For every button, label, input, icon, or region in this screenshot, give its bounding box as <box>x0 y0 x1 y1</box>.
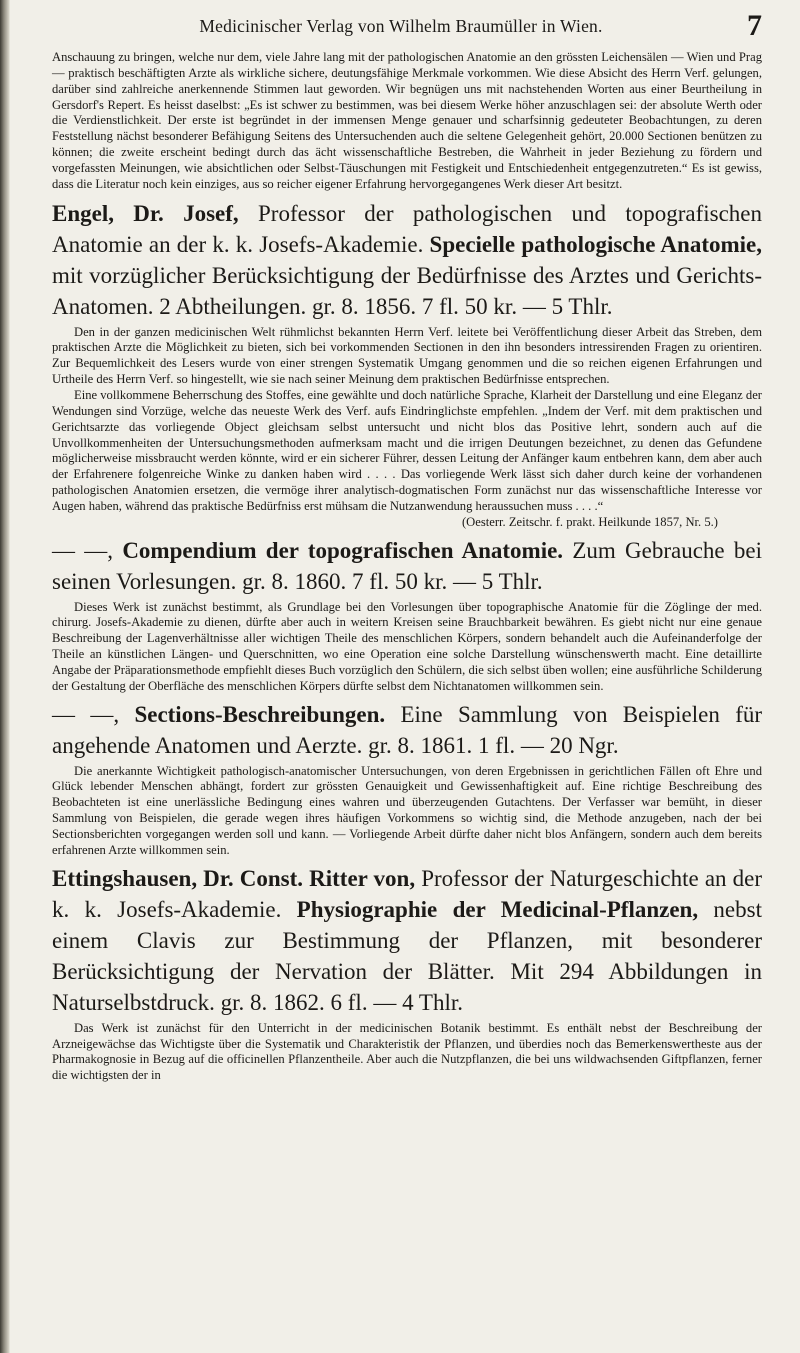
catalog-entry <box>52 198 762 531</box>
entry-heading <box>52 535 762 597</box>
entry-description: Eine vollkommene Beherrschung des Stoffes, eine gewählte und doch natürliche Sprache, Klarheit der Darstellung und eine Eleganz der Wendungen sind Vorzüge, welche das neueste Werk des Verf. aufs Eindringlichste empfehlen. „Indem der Verf. mit dem praktischen und Gerichtsarzte das vorliegende Object gleichsam selbst untersucht und nicht blos das Positive lehrt, sondern auch auf die Unvollkommenheiten der Untersuchungsmethoden aufmerksam macht und die irrigen Deutungen bezeichnet, zu denen das Gefundene möglicherweise missbraucht werden könnte, wird er ein sicherer Führer, dessen Leitung der Anfänger kaum entbehren kann, dem aber auch der Erfahrenere folgenreiche Winke zu danken haben wird . . . . Das vorliegende Werk lässt sich daher durch keine der vorhandenen pathologischen Anatomien ersetzen, die vermöge ihrer analytisch-dogmatischen Form zunächst nur das wissenschaftliche Interesse vor Augen haben, während das praktische Bedürfniss erst mühsam die Nutzanwendung heraussuchen muss . . . .“ <box>52 387 762 513</box>
entry-title: Specielle pathologische Anatomie, <box>429 231 762 257</box>
running-head: Medicinischer Verlag von Wilhelm Braumüller in Wien. <box>199 16 603 36</box>
entry-author: Engel, Dr. Josef, <box>52 200 239 226</box>
entry-heading <box>52 198 762 322</box>
entry-heading <box>52 699 762 761</box>
entry-heading <box>52 863 762 1018</box>
entry-details: nebst einem Clavis zur Bestimmung der Pflanzen, mit besonderer Berücksichtigung der Nervation der Blätter. Mit 294 Abbildungen in Naturselbstdruck. gr. 8. 1862. 6 fl. — 4 Thlr. <box>52 896 762 1015</box>
page-header <box>40 11 762 45</box>
entry-author: — —, <box>52 701 120 727</box>
entry-title-prefix <box>119 702 134 727</box>
intro-paragraph: Anschauung zu bringen, welche nur dem, viele Jahre lang mit der pathologischen Anatomie an den grössten Leichensälen — Wien und Prag — praktisch beschäftigten Arzte als wirkliche sichere, deutungsfähige Merkmale vorkommen. Wie diese Absicht des Herrn Verf. gelungen, darüber sind zahlreiche anerkennende Stimmen laut geworden. Wir begnügen uns mit nachstehenden Worten aus einer Beurtheilung in Gersdorf's Repert. Es heisst daselbst: „Es ist schwer zu bestimmen, was bei diesem Werke höher anzuschlagen sei: der absolute Werth oder die Verdienstlichkeit. Der erste ist begründet in der immensen Menge genauer und scharfsinnig gedeuteter Beobachtungen, zu deren Feststellung nächst besonderer Befähigung Seitens des Untersuchenden auch die seltene Gelegenheit gehört, 20.000 Sectionen benützen zu können; die zweite erscheint bedingt durch das ächt wissenschaftliche Bestreben, die Wahrheit in jeder Beziehung zu fördern und vorgefassten Meinungen, wie absichtlichen oder Selbst-Täuschungen mit Festigkeit und Entschiedenheit entgegenzutreten.“ Es ist gewiss, dass die Literatur noch kein einziges, aus so reicher eigener Erfahrung hervorgegangenes Werk dieser Art besitzt. <box>52 50 762 191</box>
entry-description: Das Werk ist zunächst für den Unterricht in der medicinischen Botanik bestimmt. Es enthält nebst der Beschreibung der Arzneigewächse das Wichtigste über die Systematik und Charakteristik der Pflanzen, und überdies noch das Bemerkenswertheste aus der Pharmakognosie in Bezug auf die officinellen Pflanzentheile. Aber auch die Nutzpflanzen, die bei uns wildwachsenden Giftpflanzen, ferner die wichtigsten der in <box>52 1020 762 1083</box>
catalog-entry <box>52 863 762 1084</box>
entry-title-prefix: Professor der pathologischen und topografischen Anatomie an der k. k. Josefs-Akademie. <box>52 200 762 257</box>
entry-details: mit vorzüglicher Berücksichtigung der Bedürfnisse des Arztes und Gerichts-Anatomen. 2 Abtheilungen. gr. 8. 1856. 7 fl. 50 kr. — 5 Thlr. <box>52 262 762 319</box>
page-content <box>52 50 762 1084</box>
entry-title: Sections-Beschreibungen. <box>134 701 386 727</box>
entry-citation: (Oesterr. Zeitschr. f. prakt. Heilkunde 1857, Nr. 5.) <box>461 514 718 529</box>
entry-title: Physiographie der Medicinal-Pflanzen, <box>296 896 699 922</box>
entry-title-prefix <box>113 538 122 563</box>
catalog-entry <box>52 699 762 859</box>
catalog-entry <box>52 535 762 695</box>
entry-description: Den in der ganzen medicinischen Welt rühmlichst bekannten Herrn Verf. leitete bei Veröffentlichung dieser Arbeit das Streben, dem praktischen Arzte die Möglichkeit zu bieten, sich bei vorkommenden Sectionen in den ihn besonders intressirenden Fragen zu orientiren. Zur Bequemlichkeit des Lesers wurde von einer strengen Systematik Umgang genommen und die so reichen eigenen Erfahrungen und Urtheile des Herrn Verf. so hingestellt, wie sie nach seiner Meinung dem praktischen Bedürfnisse entsprechen. <box>52 324 762 387</box>
entry-author: — —, <box>52 537 114 563</box>
entry-title: Compendium der topografischen Anatomie. <box>122 537 564 563</box>
entry-author: Ettingshausen, Dr. Const. Ritter von, <box>52 865 416 891</box>
entry-title-prefix: Professor der Naturgeschichte an der k. k. Josefs-Akademie. <box>52 865 763 922</box>
entry-description: Dieses Werk ist zunächst bestimmt, als Grundlage bei den Vorlesungen über topographische Anatomie für die Zöglinge der med. chirurg. Josefs-Akademie zu dienen, dürfte aber auch in weitern Kreisen seine Brauchbarkeit bewähren. Es giebt nicht nur eine genaue Beschreibung der Lagenverhältnisse aller wichtigen Theile des menschlichen Körpers, sondern behandelt auch die Aufeinanderfolge der Theile an künstlichen Längen- und Querschnitten, wo eine Operation eine solche Darstellung wünschenswerth macht. Eine detaillirte Angabe der Präparationsmethode empfiehlt dieses Buch vorzüglich den Schülern, die sich selbst üben wollen; eine ausführliche Schilderung der Gestaltung der Oberfläche des menschlichen Körpers dürfte selbst dem Nichtanatomen willkommen sein. <box>52 599 762 693</box>
entry-details: Zum Gebrauche bei seinen Vorlesungen. gr. 8. 1860. 7 fl. 50 kr. — 5 Thlr. <box>52 537 763 594</box>
entry-details: Eine Sammlung von Beispielen für angehende Anatomen und Aerzte. gr. 8. 1861. 1 fl. — 20 Ngr. <box>52 701 763 758</box>
page-binding-edge <box>0 0 10 1353</box>
entry-description: Die anerkannte Wichtigkeit pathologisch-anatomischer Untersuchungen, von deren Ergebnissen in gerichtlichen Fällen oft Ehre und Glück lebender Menschen abhängt, fordert zur grössten Genauigkeit und Gewissenhaftigkeit auf. Eine richtige Beschreibung des Beobachteten ist eine unerlässliche Bedingung eines wahren und überzeugenden Gutachtens. Der Verfasser war bemüht, in dieser Sammlung von Beispielen, die gerade wegen ihres häufigen Vorkommens so wichtig sind, die Methode anzugeben, nach der bei Sectionsberichten vorgegangen werden soll und kann. — Vorliegende Arbeit dürfte daher nicht blos Anfängern, sondern auch dem bereits erfahrenen Arzte willkommen sein. <box>52 763 762 857</box>
page-number: 7 <box>747 9 762 42</box>
